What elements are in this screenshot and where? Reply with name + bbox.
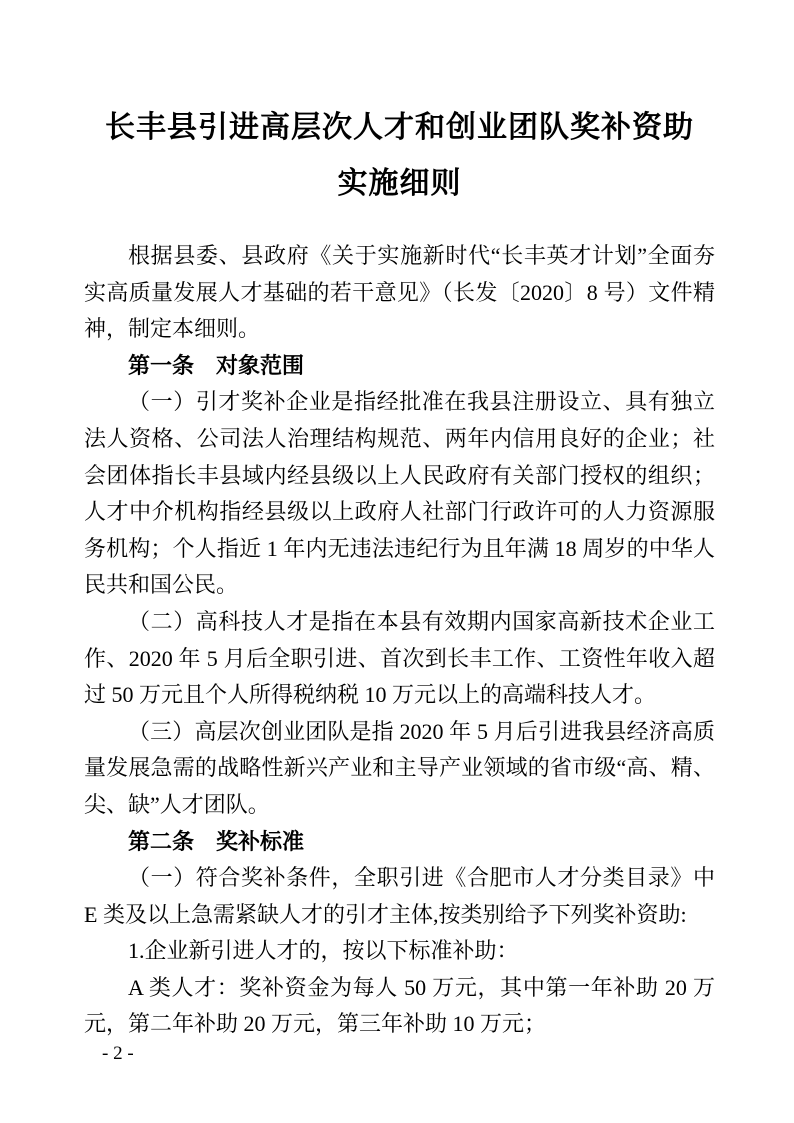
document-title (84, 100, 715, 212)
paragraph-article2-subitem1: 1.企业新引进人才的，按以下标准补助： (128, 938, 519, 964)
paragraph-article1-item2: （二）高科技人才是指在本县有效期内国家高新技术企业工作、2020 年 5 月后全职引进、首次到长丰工作、工资性年收入超过 50 万元且个人所得税纳税 10 万元以上的高端科技人才。 (84, 608, 715, 708)
paragraph-intro: 根据县委、县政府《关于实施新时代“长丰英才计划”全面夯实高质量发展人才基础的若干意见》（长发〔2020〕8 号）文件精神，制定本细则。 (84, 243, 715, 342)
paragraph-article1-item3: （三）高层次创业团队是指 2020 年 5 月后引进我县经济高质量发展急需的战略性新兴产业和主导产业领域的省市级“高、精、尖、缺”人才团队。 (84, 718, 715, 817)
document-body (84, 238, 715, 1043)
document-title-line-2: 实施细则 (337, 167, 462, 200)
section-heading-article-1: 第一条 对象范围 (128, 352, 305, 378)
paragraph-article2-class-a: A 类人才：奖补资金为每人 50 万元，其中第一年补助 20 万元，第二年补助 20 万元，第三年补助 10 万元； (84, 974, 715, 1037)
page-number: - 2 - (102, 1043, 134, 1064)
document-content (84, 100, 715, 1043)
paragraph-article2-item1: （一）符合奖补条件，全职引进《合肥市人才分类目录》中 E 类及以上急需紧缺人才的引才主体,按类别给予下列奖补资助: (84, 865, 715, 927)
section-heading-article-2: 第二条 奖补标准 (128, 828, 305, 854)
document-title-line-1: 长丰县引进高层次人才和创业团队奖补资助 (105, 111, 694, 144)
paragraph-article1-item1: （一）引才奖补企业是指经批准在我县注册设立、具有独立法人资格、公司法人治理结构规范、两年内信用良好的企业；社会团体指长丰县域内经县级以上人民政府有关部门授权的组织；人才中介机构指经县级以上政府人社部门行政许可的人力资源服务机构；个人指近 1 年内无违法违纪行为且年满 18 周岁的中华人民共和国公民。 (84, 389, 715, 598)
